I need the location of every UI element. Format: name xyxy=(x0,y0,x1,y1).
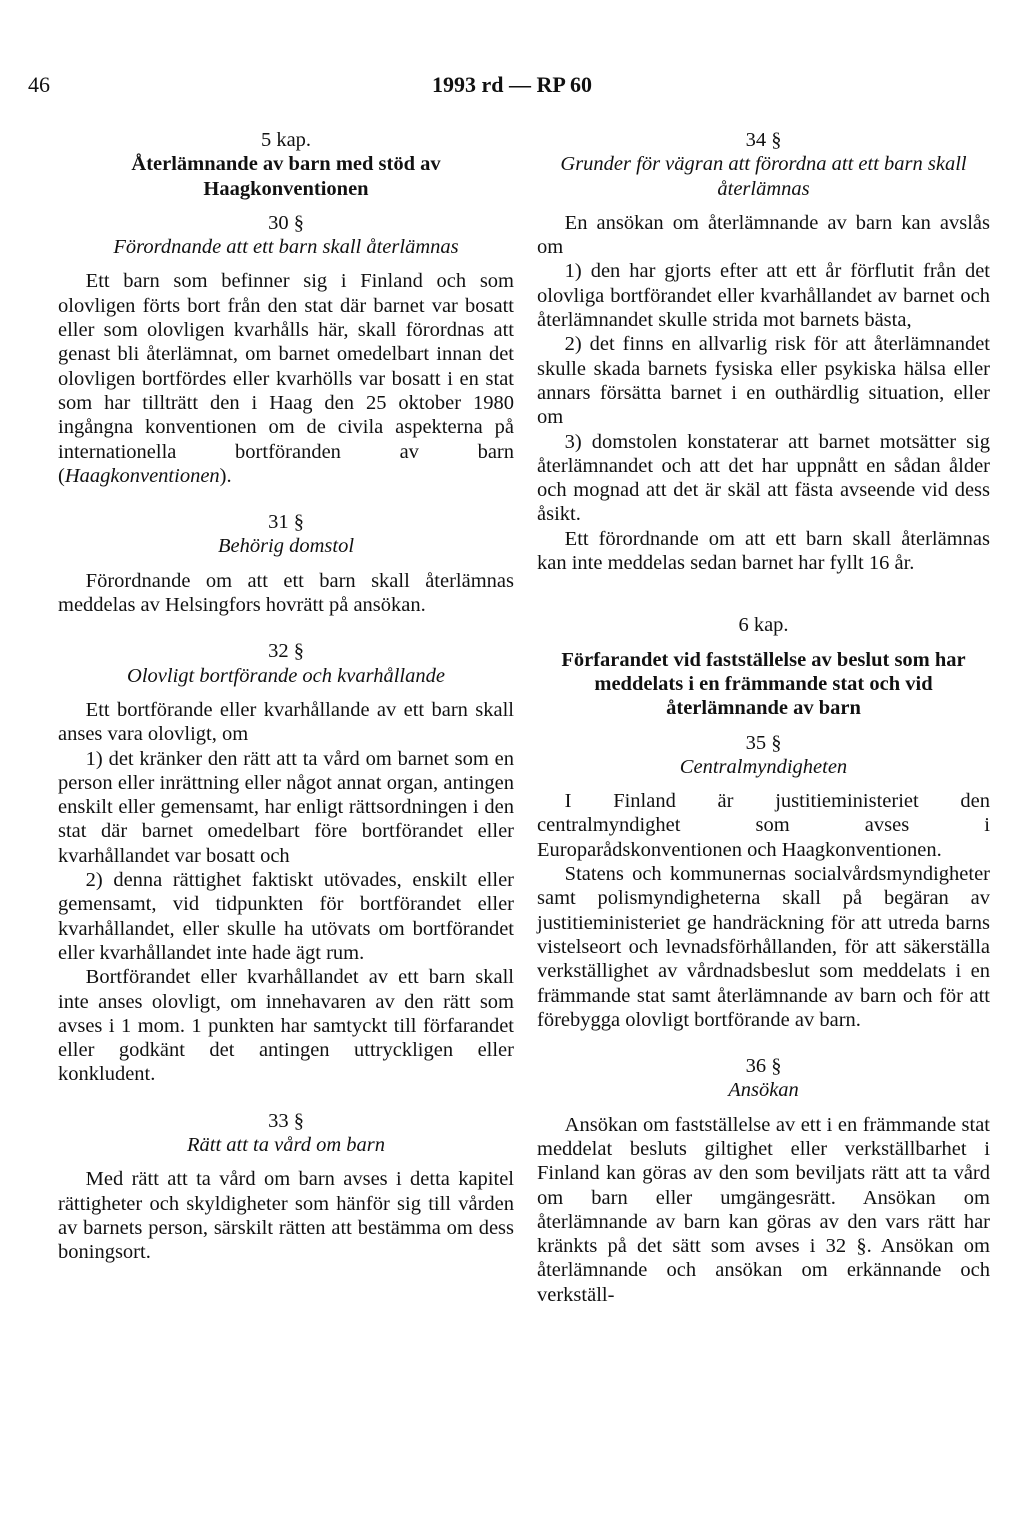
section-32-item-1: 1) det kränker den rätt att ta vård om barnet som en person eller inrättning eller något annat organ, antingen enskilt eller gemensamt, har enligt rättsordningen i den stat där barnet omedelbart före bortförandet eller kvarhållandet var bosatt och xyxy=(58,747,514,867)
right-column xyxy=(537,128,990,1307)
section-30-paragraph: Ett barn som befinner sig i Finland och som olovligen förts bort från den stat där barnet var bosatt eller som olovligen kvarhålls här, skall förordnas att genast bli återlämnat, om barnet omedelbart innan det olovligen bortfördes eller kvarhölls var bosatt i en stat som har tillträtt den i Haag den 25 oktober 1980 ingångna konventionen om de civila aspekterna på internationella bortföranden av barn (Haagkonventionen). xyxy=(58,270,514,487)
chapter-5-title-line-1: Återlämnande av barn med stöd av xyxy=(131,153,441,176)
section-30-emphasis: Haagkonventionen xyxy=(64,464,220,487)
section-36-number: 36 § xyxy=(745,1055,782,1078)
section-32-number: 32 § xyxy=(268,640,304,663)
section-33-paragraph: Med rätt att ta vård om barn avses i detta kapitel rättigheter och skyldigheter som hänför sig till vården av barnets person, särskilt rätten att bestämma om dess boningsort. xyxy=(58,1168,514,1264)
section-36-title: Ansökan xyxy=(728,1079,799,1102)
section-34-paragraph-1: En ansökan om återlämnande av barn kan avslås om xyxy=(537,211,990,259)
section-32-paragraph-1: Ett bortförande eller kvarhållande av ett barn skall anses vara olovligt, om xyxy=(58,698,514,746)
chapter-5-number: 5 kap. xyxy=(260,129,312,151)
chapter-6-title: Förfarandet vid fastställelse av beslut som har meddelats i en främmande stat och vid återlämnande av barn xyxy=(561,648,966,720)
section-32-title: Olovligt bortförande och kvarhållande xyxy=(127,664,445,687)
section-32-paragraph-2: Bortförandet eller kvarhållandet av ett barn skall inte anses olovligt, om innehavaren av den rätt som avses i 1 mom. 1 punkten har samtyckt till förfarandet eller godkänt det antingen uttryckligen eller konkludent. xyxy=(58,966,514,1086)
section-34-item-1: 1) den har gjorts efter att ett år förflutit från det olovliga bortförandet eller kvarhållandet av barnet och återlämnandet skulle strida mot barnets bästa, xyxy=(537,260,990,332)
section-33-number: 33 § xyxy=(268,1109,304,1132)
section-36-paragraph: Ansökan om fastställelse av ett i en främmande stat meddelat besluts giltighet eller verkställbarhet i Finland kan göras av den som beviljats rätt att ta vård om barn eller umgängesrätt. Ansökan om återlämnande av barn kan göras av den vars rätt har kränkts på det sätt som avses i 32 §. Ansökan om återlämnande och ansökan om erkännande och verkställ- xyxy=(537,1113,990,1306)
section-31-number: 31 § xyxy=(268,511,304,534)
section-34-item-3: 3) domstolen konstaterar att barnet motsätter sig återlämnandet och att det har uppnått en sådan ålder och mognad att det är skäl att fästa avseende vid dess åsikt. xyxy=(537,430,990,526)
left-column xyxy=(58,128,514,1264)
section-34-item-2: 2) det finns en allvarlig risk för att återlämnandet skulle skada barnets fysiska eller psykiska hälsa eller annars försätta barnet i en outhärdlig situation, eller om xyxy=(537,333,990,429)
section-33-title: Rätt att ta vård om barn xyxy=(187,1133,385,1156)
section-34-paragraph-2: Ett förordnande om att ett barn skall återlämnas kan inte meddelas sedan barnet har fyllt 16 år. xyxy=(537,527,990,575)
section-32-item-2: 2) denna rättighet faktiskt utövades, enskilt eller gemensamt, vid tidpunkten för bortförandet eller kvarhållandet, eller skulle ha utövats om bortförandet eller kvarhållandet inte hade ägt rum. xyxy=(58,869,514,964)
chapter-5-title-line-2: Haagkonventionen xyxy=(203,177,369,200)
section-30-number: 30 § xyxy=(268,211,304,234)
chapter-6-number: 6 kap. xyxy=(738,614,789,637)
section-35-paragraph-1: I Finland är justitieministeriet den centralmyndighet som avses i Europarådskonventionen och Haagkonventionen. xyxy=(537,790,990,861)
section-30-title: Förordnande att ett barn skall återlämnas xyxy=(113,236,459,259)
section-31-title: Behörig domstol xyxy=(217,535,355,558)
section-34-title: Grunder för vägran att förordna att ett barn skall återlämnas xyxy=(560,153,967,200)
section-35-title: Centralmyndigheten xyxy=(679,755,848,778)
running-title: 1993 rd — RP 60 xyxy=(431,72,593,97)
section-31-paragraph: Förordnande om att ett barn skall återlämnas meddelas av Helsingfors hovrätt på ansökan. xyxy=(58,569,514,617)
section-35-number: 35 § xyxy=(745,731,782,754)
page-header xyxy=(0,72,1024,102)
page-number: 46 xyxy=(28,72,50,97)
section-35-paragraph-2: Statens och kommunernas socialvårdsmyndigheter samt polismyndigheterna skall på begäran av justitieministeriet ge handräckning för att utreda barns vistelseort och levnadsförhållanden, för att säkerställa verkställighet av vårdnadsbeslut som meddelats i en främmande stat samt återlämnande av barn och för att förebygga olovligt bortförande av barn. xyxy=(537,863,990,1031)
section-34-number: 34 § xyxy=(745,129,782,151)
